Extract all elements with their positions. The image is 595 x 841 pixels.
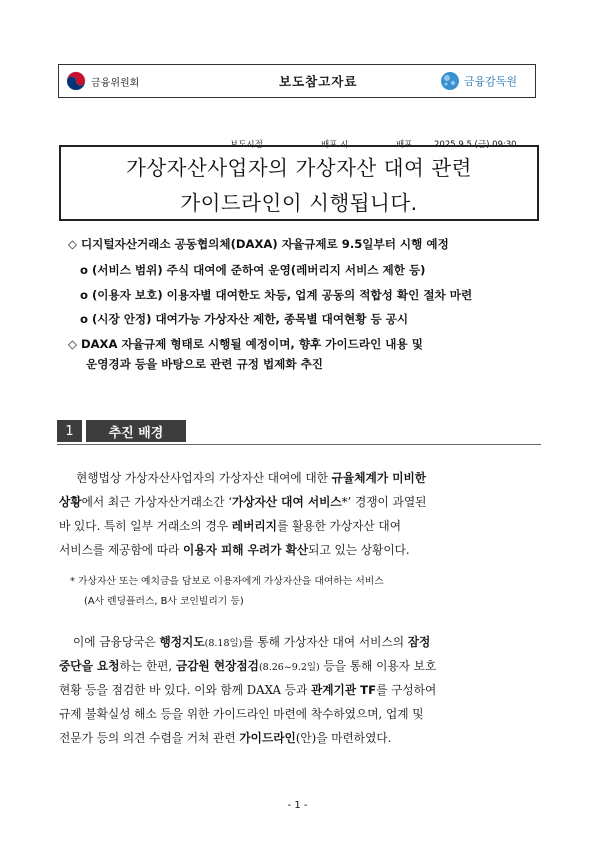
summary-sub-1: o (서비스 범위) 주식 대여에 준하여 운영(레버리지 서비스 제한 등) (80, 263, 426, 277)
para2-line-2: 중단을 요청하는 한편, 금감원 현장점검(8.26~9.2일) 등을 통해 이용자 보호 (59, 659, 437, 673)
taegeuk-logo-icon (65, 70, 87, 92)
fss-name: 금융감독원 (463, 75, 517, 88)
footnote-line-1: * 가상자산 또는 예치금을 담보로 이용자에게 가상자산을 대여하는 서비스 (70, 576, 384, 587)
section-divider (57, 444, 541, 445)
summary-sub-3: o (시장 안정) 대여가능 가상자산 제한, 종목별 대여현황 등 공시 (80, 312, 409, 326)
para1-bold-3: 레버리지 (231, 519, 277, 533)
para1-bold-1: 규율체계가 미비한 (331, 471, 427, 485)
title-line-2: 가이드라인이 시행됩니다. (180, 191, 418, 215)
summary-item-2-line-2: 운영경과 등을 바탕으로 관련 규정 법제화 추진 (86, 357, 324, 371)
press-header (58, 64, 536, 98)
fsc-name: 금융위원회 (91, 77, 140, 89)
dist-value: 2025.9.5.(금) 09:30 (434, 140, 517, 150)
para1-line-2: 상황에서 최근 가상자산거래소간 ‘가상자산 대여 서비스*’ 경쟁이 과열된 (59, 495, 427, 509)
footnote-line-2: (A사 렌딩플러스, B사 코인빌리기 등) (84, 596, 244, 607)
para2-line-3: 현황 등을 점검한 바 있다. 이와 함께 DAXA 등과 관계기관 TF를 구성하여 (59, 683, 437, 697)
para1-line-4: 서비스를 제공함에 따라 이용자 피해 우려가 확산되고 있는 상황이다. (59, 543, 410, 557)
header-left-org (65, 65, 139, 97)
section-title: 추진 배경 (86, 420, 186, 442)
para1-bold-4: 이용자 피해 우려가 확산 (183, 543, 309, 557)
summary-item-1: ◇ 디지털자산거래소 공동협의체(DAXA) 자율규제로 9.5일부터 시행 예정 (68, 237, 449, 251)
para1-line-1: 현행법상 가상자산사업자의 가상자산 대여에 대한 규율체계가 미비한 (76, 471, 427, 485)
summary-item-2-line-1: ◇ DAXA 자율규제 형태로 시행될 예정이며, 향후 가이드라인 내용 및 (68, 337, 423, 351)
dist-label: 배포 (396, 140, 413, 150)
para1-bold-2: 가상자산 대여 서비스 (231, 495, 342, 509)
header-right-org (440, 65, 517, 97)
fss-globe-icon (440, 71, 460, 91)
page-number: - 1 - (287, 800, 308, 811)
section-number: 1 (57, 420, 82, 442)
para1-line-3: 바 있다. 특히 일부 거래소의 경우 레버리지를 활용한 가상자산 대여 (59, 519, 401, 533)
para2-line-5: 전문가 등의 의견 수렴을 거쳐 관련 가이드라인(안)을 마련하였다. (59, 731, 392, 745)
summary-sub-2: o (이용자 보호) 이용자별 대여한도 차등, 업계 공동의 적합성 확인 절차 마련 (80, 288, 473, 302)
title-line-1: 가상자산사업자의 가상자산 대여 관련 (126, 156, 472, 180)
doc-type: 보도참고자료 (279, 74, 358, 89)
release-label: 보도시점 (230, 140, 263, 150)
para2-line-4: 규제 불확실성 해소 등을 위한 가이드라인 마련에 착수하였으며, 업계 및 (59, 707, 424, 721)
para2-line-1: 이에 금융당국은 행정지도(8.18일)를 통해 가상자산 대여 서비스의 잠정 (73, 635, 431, 649)
release-value: 배포 시 (321, 140, 349, 150)
